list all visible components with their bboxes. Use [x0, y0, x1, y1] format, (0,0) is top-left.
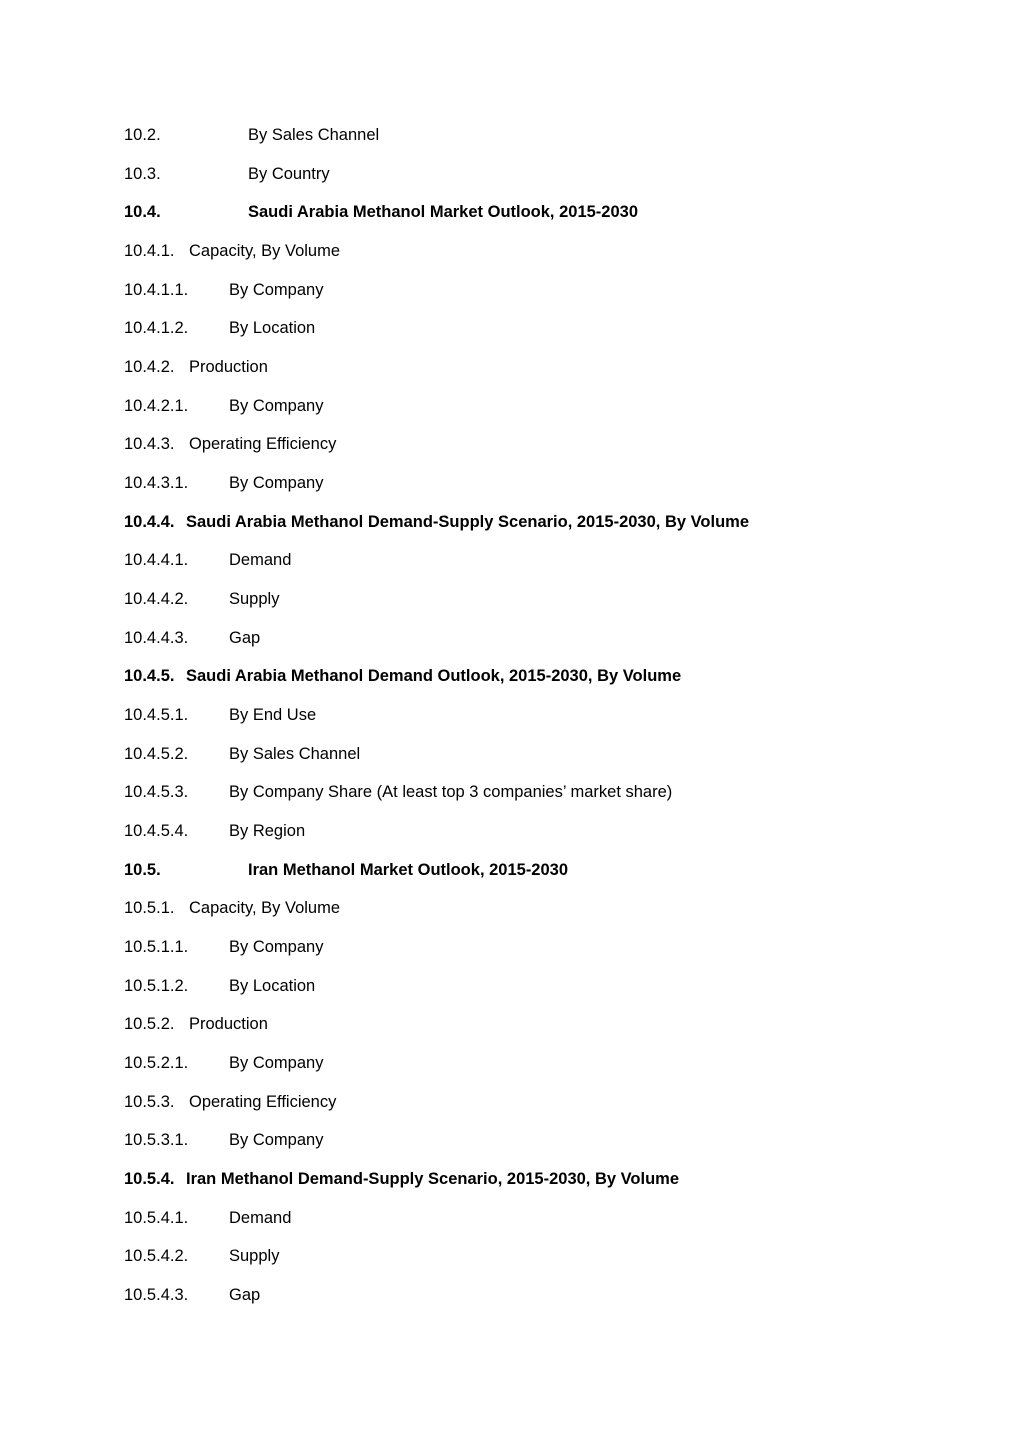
toc-entry-title: Capacity, By Volume [189, 242, 341, 261]
toc-entry [124, 1052, 984, 1091]
toc-entry-number: 10.4.3. [124, 435, 175, 454]
toc-entry-title: By Company [229, 1054, 324, 1073]
toc-entry-number: 10.3. [124, 164, 161, 183]
toc-entry [124, 704, 984, 743]
toc-entry-title: By Region [229, 822, 306, 841]
toc-entry-title: Saudi Arabia Methanol Demand-Supply Scenario, 2015-2030, By Volume [186, 512, 749, 531]
toc-entry-title: By Sales Channel [248, 126, 380, 144]
toc-entry-title: Supply [229, 1247, 280, 1266]
toc-entry [124, 588, 984, 627]
toc-entry-number: 10.4.5. [124, 667, 175, 686]
toc-entry-title: Production [189, 358, 268, 377]
toc-entry [124, 549, 984, 588]
toc-entry-title: Demand [229, 551, 292, 570]
toc-entry [124, 936, 984, 975]
toc-entry [124, 433, 984, 472]
toc-entry-title: Gap [229, 1286, 261, 1305]
toc-entry-number: 10.4.2. [124, 358, 175, 377]
toc-entry-title: Gap [229, 628, 261, 647]
toc-entry [124, 317, 984, 356]
toc-entry [124, 201, 984, 240]
toc-entry-title: Saudi Arabia Methanol Demand Outlook, 2015-2030, By Volume [186, 667, 682, 686]
toc-entry-number: 10.2. [124, 126, 161, 144]
toc-entry-number: 10.4. [124, 203, 161, 222]
toc-entry-number: 10.4.5.1. [124, 706, 189, 725]
toc-entry-title: Iran Methanol Demand-Supply Scenario, 2015-2030, By Volume [186, 1170, 680, 1189]
toc-entry [124, 240, 984, 279]
toc-entry-title: Operating Efficiency [189, 435, 337, 454]
toc-entry-number: 10.5.2. [124, 1015, 175, 1034]
toc-entry-title: By Sales Channel [229, 744, 361, 763]
toc-entry-title: Saudi Arabia Methanol Market Outlook, 2015-2030 [248, 203, 639, 222]
toc-entry-title: By Company [229, 396, 324, 415]
toc-entry-number: 10.4.5.2. [124, 744, 189, 763]
toc-entry [124, 743, 984, 782]
toc-entry-number: 10.4.4. [124, 512, 175, 531]
toc-entry-number: 10.4.3.1. [124, 474, 189, 493]
toc-entry-number: 10.4.4.1. [124, 551, 189, 570]
toc-entry-title: Demand [229, 1208, 292, 1227]
toc-entry-number: 10.5.4.2. [124, 1247, 189, 1266]
toc-entry-number: 10.5.4. [124, 1170, 175, 1189]
toc-entry-number: 10.4.4.3. [124, 628, 189, 647]
toc-entry [124, 279, 984, 318]
toc-entry [124, 1013, 984, 1052]
toc-entry [124, 1091, 984, 1130]
toc-entry [124, 1207, 984, 1246]
toc-entry [124, 395, 984, 434]
toc-entry-title: By Location [229, 319, 316, 338]
toc-entry-number: 10.4.5.4. [124, 822, 189, 841]
toc-entry-title: Operating Efficiency [189, 1092, 337, 1111]
toc-entry-title: By Location [229, 976, 316, 995]
toc-entry [124, 897, 984, 936]
toc-entry-title: By Company [229, 938, 324, 957]
toc-entry-number: 10.5.3. [124, 1092, 175, 1111]
toc-entry-number: 10.4.1.1. [124, 280, 189, 299]
toc-entry-title: By Company Share (At least top 3 companies’ market share) [229, 783, 673, 802]
toc-entry-number: 10.4.1.2. [124, 319, 189, 338]
toc-entry [124, 859, 984, 898]
toc-entry-number: 10.5.4.3. [124, 1286, 189, 1305]
toc-entry-title: By Company [229, 1131, 324, 1150]
toc-entry [124, 665, 984, 704]
toc-entry [124, 472, 984, 511]
toc-entry [124, 163, 984, 202]
toc-entry [124, 1284, 984, 1323]
toc-entry [124, 781, 984, 820]
toc-entry-title: Capacity, By Volume [189, 899, 341, 918]
toc-entry-title: Supply [229, 590, 280, 609]
toc-entry-title: By Country [248, 164, 330, 183]
toc-entry [124, 820, 984, 859]
toc-entry [124, 511, 984, 550]
toc-entry-number: 10.5.1.2. [124, 976, 189, 995]
toc-entry-number: 10.5.1. [124, 899, 175, 918]
toc-entry [124, 1129, 984, 1168]
toc-entry-number: 10.4.5.3. [124, 783, 189, 802]
toc-entry-number: 10.5.3.1. [124, 1131, 189, 1150]
toc-entry-number: 10.4.1. [124, 242, 175, 261]
toc-entry-title: By Company [229, 280, 324, 299]
toc-entry [124, 1168, 984, 1207]
toc-entry-title: Production [189, 1015, 268, 1034]
toc-entry [124, 627, 984, 666]
toc-entry [124, 124, 984, 163]
toc-entry-title: Iran Methanol Market Outlook, 2015-2030 [248, 860, 569, 879]
toc-entry-number: 10.4.2.1. [124, 396, 189, 415]
toc-entry [124, 356, 984, 395]
toc-entry [124, 975, 984, 1014]
toc-entry-number: 10.4.4.2. [124, 590, 189, 609]
toc-entry-number: 10.5.2.1. [124, 1054, 189, 1073]
toc-entry [124, 1245, 984, 1284]
toc-entry-number: 10.5.1.1. [124, 938, 189, 957]
toc-entry-number: 10.5.4.1. [124, 1208, 189, 1227]
toc-entry-number: 10.5. [124, 860, 161, 879]
table-of-contents [124, 124, 984, 1323]
toc-entry-title: By Company [229, 474, 324, 493]
toc-entry-title: By End Use [229, 706, 317, 725]
